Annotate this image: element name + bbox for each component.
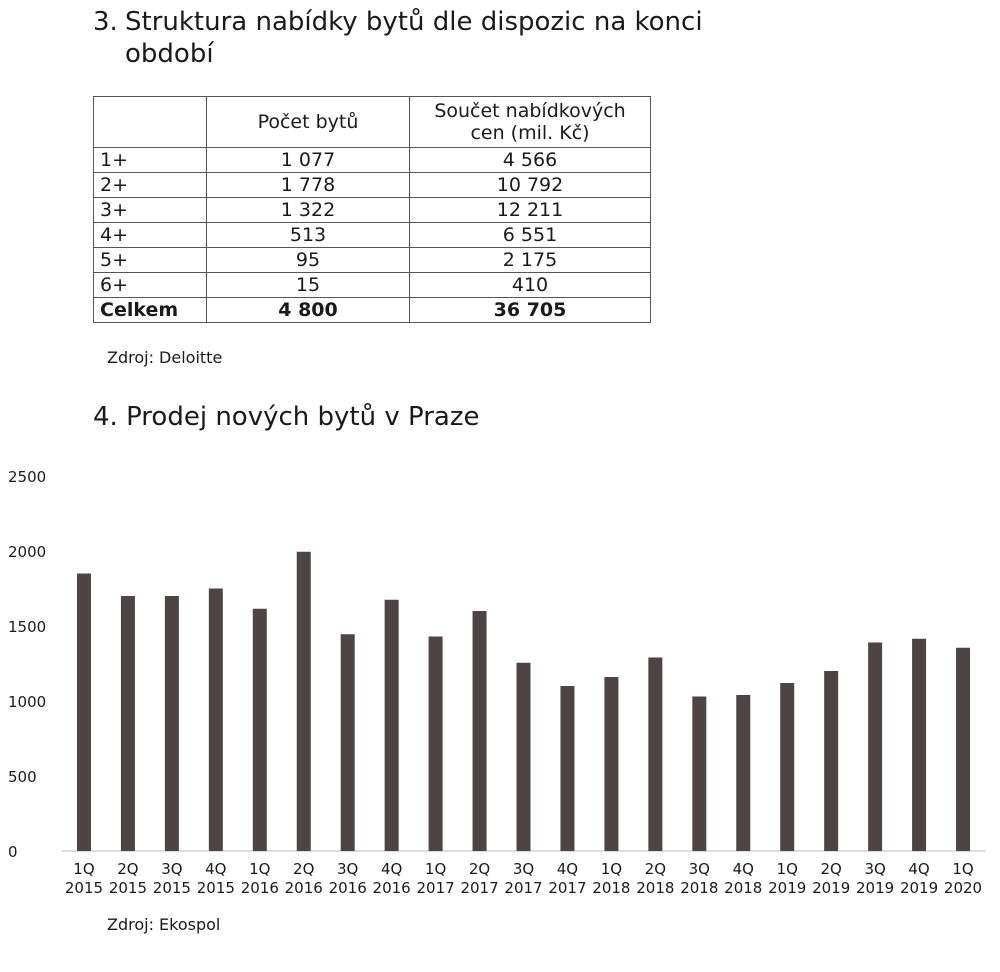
x-tick-label-quarter: 1Q bbox=[424, 860, 447, 878]
row-count: 1 778 bbox=[207, 173, 410, 198]
row-price-sum: 12 211 bbox=[410, 198, 651, 223]
bar bbox=[736, 695, 750, 851]
x-tick-label-year: 2015 bbox=[108, 879, 148, 897]
bar bbox=[692, 697, 706, 852]
bar bbox=[956, 648, 970, 851]
x-tick-label-quarter: 2Q bbox=[644, 860, 667, 878]
y-tick-label: 1500 bbox=[8, 618, 47, 636]
bar bbox=[604, 677, 618, 851]
x-tick-label-year: 2017 bbox=[460, 879, 499, 897]
x-tick-label-quarter: 4Q bbox=[732, 860, 754, 878]
x-tick-label-year: 2019 bbox=[899, 879, 939, 897]
bar bbox=[385, 600, 399, 851]
x-tick-label-quarter: 2Q bbox=[468, 860, 491, 878]
x-tick-label-year: 2015 bbox=[152, 879, 191, 897]
table-row bbox=[94, 173, 651, 198]
row-count: 1 322 bbox=[207, 198, 410, 223]
table-total-row bbox=[94, 298, 651, 323]
row-count: 95 bbox=[207, 248, 410, 273]
x-tick-label-year: 2018 bbox=[636, 879, 675, 897]
x-tick-label-year: 2018 bbox=[680, 879, 719, 897]
x-tick-label-quarter: 3Q bbox=[864, 860, 886, 878]
row-price-sum: 4 566 bbox=[410, 148, 651, 173]
y-tick-label: 2500 bbox=[8, 468, 47, 486]
x-tick-label-quarter: 1Q bbox=[73, 860, 95, 878]
x-tick-label-quarter: 4Q bbox=[908, 860, 930, 878]
y-tick-label: 2000 bbox=[8, 543, 47, 561]
table-source: Zdroj: Deloitte bbox=[107, 348, 223, 367]
x-tick-label-year: 2017 bbox=[416, 879, 455, 897]
bar bbox=[648, 658, 662, 852]
section-number: 4. bbox=[93, 402, 118, 432]
x-tick-label-quarter: 4Q bbox=[205, 860, 227, 878]
table-header-row bbox=[94, 97, 651, 148]
x-tick-label-quarter: 4Q bbox=[556, 860, 579, 878]
x-tick-label-year: 2015 bbox=[64, 879, 104, 897]
row-price-sum: 36 705 bbox=[410, 298, 651, 323]
table-row bbox=[94, 273, 651, 298]
bar bbox=[429, 637, 443, 852]
table-section-title bbox=[93, 6, 753, 70]
chart-section-title bbox=[93, 401, 479, 433]
x-tick-label-quarter: 4Q bbox=[380, 860, 403, 878]
bar bbox=[560, 686, 574, 851]
row-price-sum: 2 175 bbox=[410, 248, 651, 273]
bar bbox=[209, 589, 223, 852]
table-row bbox=[94, 148, 651, 173]
row-count: 4 800 bbox=[207, 298, 410, 323]
bar bbox=[912, 639, 926, 851]
bar bbox=[517, 663, 531, 851]
bar bbox=[341, 634, 355, 851]
y-tick-label: 1000 bbox=[8, 693, 47, 711]
row-count: 1 077 bbox=[207, 148, 410, 173]
x-tick-label-quarter: 2Q bbox=[820, 860, 842, 878]
row-count: 15 bbox=[207, 273, 410, 298]
row-label: 1+ bbox=[94, 148, 207, 173]
header-price-sum: Součet nabídkových cen (mil. Kč) bbox=[410, 97, 651, 148]
row-price-sum: 6 551 bbox=[410, 223, 651, 248]
x-tick-label-year: 2016 bbox=[328, 879, 367, 897]
x-tick-label-year: 2016 bbox=[240, 879, 279, 897]
section-title-text: Prodej nových bytů v Praze bbox=[126, 402, 480, 432]
x-tick-label-quarter: 2Q bbox=[117, 860, 139, 878]
table-row bbox=[94, 223, 651, 248]
x-tick-label-year: 2017 bbox=[504, 879, 543, 897]
header-count: Počet bytů bbox=[207, 97, 410, 148]
y-tick-label: 500 bbox=[8, 768, 37, 786]
row-price-sum: 410 bbox=[410, 273, 651, 298]
x-tick-label-year: 2019 bbox=[812, 879, 851, 897]
row-label: 4+ bbox=[94, 223, 207, 248]
x-tick-label-quarter: 3Q bbox=[512, 860, 535, 878]
row-count: 513 bbox=[207, 223, 410, 248]
x-tick-label-quarter: 3Q bbox=[337, 860, 359, 878]
bar bbox=[780, 683, 794, 851]
x-tick-label-year: 2019 bbox=[768, 879, 807, 897]
row-label: 5+ bbox=[94, 248, 207, 273]
x-tick-label-year: 2017 bbox=[548, 879, 587, 897]
y-tick-label: 0 bbox=[8, 843, 18, 861]
x-tick-label-year: 2015 bbox=[196, 879, 235, 897]
x-tick-label-quarter: 3Q bbox=[688, 860, 710, 878]
bar bbox=[824, 671, 838, 851]
row-label: 6+ bbox=[94, 273, 207, 298]
x-tick-label-quarter: 3Q bbox=[161, 860, 183, 878]
bar bbox=[77, 574, 91, 852]
apartment-structure-table bbox=[93, 96, 651, 323]
bar bbox=[253, 609, 267, 851]
x-tick-label-year: 2019 bbox=[856, 879, 895, 897]
x-tick-label-quarter: 2Q bbox=[293, 860, 315, 878]
row-label: 2+ bbox=[94, 173, 207, 198]
bar bbox=[473, 611, 487, 851]
table-row bbox=[94, 198, 651, 223]
x-tick-label-quarter: 1Q bbox=[600, 860, 623, 878]
x-tick-label-quarter: 1Q bbox=[776, 860, 798, 878]
x-tick-label-quarter: 1Q bbox=[249, 860, 271, 878]
x-tick-label-year: 2018 bbox=[724, 879, 763, 897]
section-title-text: Struktura nabídky bytů dle dispozic na konci období bbox=[125, 7, 703, 69]
x-tick-label-year: 2020 bbox=[943, 879, 983, 897]
x-tick-label-year: 2018 bbox=[592, 879, 631, 897]
header-empty bbox=[94, 97, 207, 148]
x-tick-label-quarter: 1Q bbox=[952, 860, 974, 878]
bar bbox=[868, 643, 882, 852]
table-row bbox=[94, 248, 651, 273]
x-tick-label-year: 2016 bbox=[372, 879, 411, 897]
section-number: 3. bbox=[93, 7, 118, 37]
sales-bar-chart bbox=[0, 460, 1000, 900]
x-tick-label-year: 2016 bbox=[284, 879, 323, 897]
row-price-sum: 10 792 bbox=[410, 173, 651, 198]
bar bbox=[121, 596, 135, 851]
bar bbox=[297, 552, 311, 851]
bar bbox=[165, 596, 179, 851]
row-label: 3+ bbox=[94, 198, 207, 223]
row-label: Celkem bbox=[94, 298, 207, 323]
chart-source: Zdroj: Ekospol bbox=[107, 915, 221, 934]
